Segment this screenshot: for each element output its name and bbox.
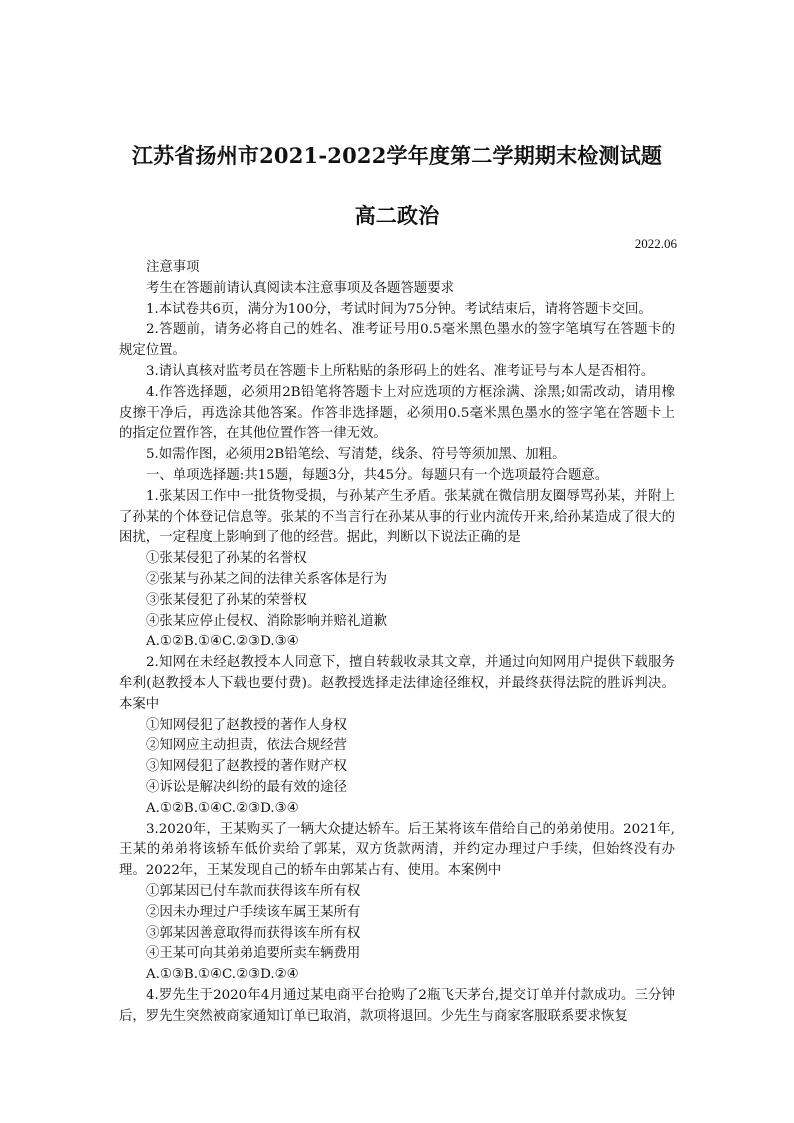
- question-option: ①郭某因已付车款而获得该车所有权: [146, 883, 361, 899]
- answer-choices: A.①②B.①④C.②③D.③④: [146, 800, 299, 816]
- question-option: ①张某侵犯了孙某的名誉权: [146, 551, 307, 567]
- question-option: ②知网应主动担责，依法合规经营: [146, 738, 347, 754]
- document-body: [119, 258, 675, 1027]
- exam-date: 2022.06: [634, 236, 677, 251]
- notice-item: 2.答题前，请务必将自己的姓名、准考证号用0.5毫米黑色墨水的签字笔填写在答题卡的规定位置。: [119, 322, 675, 359]
- question-option: ④诉讼是解决纠纷的最有效的途径: [146, 779, 347, 795]
- document-subtitle: 高二政治: [354, 203, 440, 228]
- question-option: ②因未办理过户手续该车属王某所有: [146, 904, 361, 920]
- question-option: ②张某与孙某之间的法律关系客体是行为: [146, 571, 388, 587]
- question-option: ③知网侵犯了赵教授的著作财产权: [146, 759, 347, 775]
- question-stem: 2.知网在未经赵教授本人同意下，擅自转载收录其文章，并通过向知网用户提供下载服务牟利(赵教授本人下载也要付费)。赵教授选择走法律途径维权，并最终获得法院的胜诉判决。本案中: [119, 655, 675, 712]
- question-option: ④张某应停止侵权、消除影响并赔礼道歉: [146, 613, 388, 629]
- section-heading: 一、单项选择题:共15题，每题3分，共45分。每题只有一个选项最符合题意。: [146, 467, 609, 483]
- answer-choices: A.①②B.①④C.②③D.③④: [146, 634, 299, 650]
- notice-heading: 注意事项: [146, 260, 200, 275]
- notice-item: 5.如需作图，必须用2B铅笔绘、写清楚，线条、符号等须加黑、加粗。: [146, 447, 566, 463]
- notice-intro: 考生在答题前请认真阅读本注意事项及各题答题要求: [146, 280, 454, 296]
- question-option: ③张某侵犯了孙某的荣誉权: [146, 592, 307, 608]
- question-option: ①知网侵犯了赵教授的著作人身权: [146, 717, 347, 733]
- question-option: ③郭某因善意取得而获得该车所有权: [146, 925, 361, 941]
- notice-item: 4.作答选择题，必须用2B铅笔将答题卡上对应选项的方框涂满、涂黑;如需改动，请用橡皮擦干净后，再选涂其他答案。作答非选择题，必须用0.5毫米黑色墨水的签字笔在答题卡上的指定位置作答，在其他位置作答一律无效。: [119, 384, 675, 442]
- question-option: ④王某可向其弟弟追要所卖车辆费用: [146, 946, 361, 962]
- notice-item: 1.本试卷共6页，满分为100分，考试时间为75分钟。考试结束后，请将答题卡交回。: [146, 301, 652, 317]
- question-stem: 3.2020年，王某购买了一辆大众捷达轿车。后王某将该车借给自己的弟弟使用。2021年,王某的弟弟将该轿车低价卖给了郭某，双方货款两清，并约定办理过户手续，但始终没有办理。2022年，王某发现自己的轿车由郭某占有、使用。本案例中: [119, 821, 675, 879]
- document-title: 江苏省扬州市2021-2022学年度第二学期期末检测试题: [131, 143, 663, 168]
- notice-item: 3.请认真核对监考员在答题卡上所粘贴的条形码上的姓名、准考证号与本人是否相符。: [146, 363, 655, 379]
- answer-choices: A.①③B.①④C.②③D.②④: [146, 967, 299, 983]
- question-stem: 4.罗先生于2020年4月通过某电商平台抢购了2瓶飞天茅台,提交订单并付款成功。三分钟后，罗先生突然被商家通知订单已取消，款项将退回。少先生与商家客服联系要求恢复: [119, 987, 675, 1024]
- question-stem: 1.张某因工作中一批货物受损，与孙某产生矛盾。张某就在微信朋友圈辱骂孙某，并附上了孙某的个体登记信息等。张某的不当言行在孙某从事的行业内流传开来,给孙某造成了很大的困扰，一定程度上影响到了他的经营。据此，判断以下说法正确的是: [119, 488, 675, 546]
